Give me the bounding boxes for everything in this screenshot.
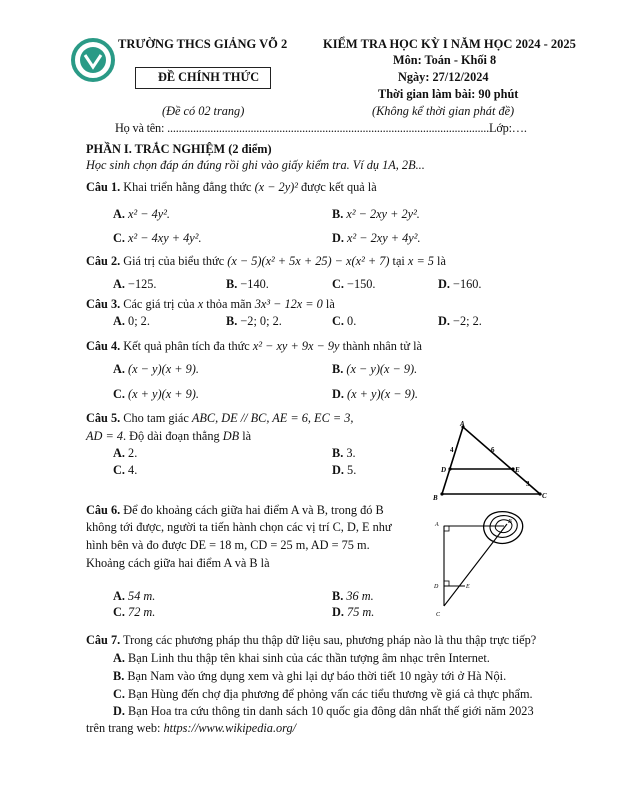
q7-option-d[interactable]: D. Bạn Hoa tra cứu thông tin danh sách 10 quốc gia đông dân nhất thế giới năm 2023 [113,704,534,718]
q1-option-b[interactable]: B. x² − 2xy + 2y². [332,207,420,221]
question-6-line4: Khoảng cách giữa hai điểm A và B là [86,556,270,570]
time-note: (Không kể thời gian phát đề) [372,104,515,118]
q3-option-c[interactable]: C. 0. [332,314,357,328]
fig6-label-a: A [435,522,439,528]
student-name-field: Họ và tên: ................................................................................................................Lớp:…. [115,121,527,135]
fig6-label-d: D [434,584,439,590]
q5-option-b[interactable]: B. 3. [332,446,356,460]
fig5-len-ad: 4 [450,446,454,454]
question-1: Câu 1. Khai triển hằng đẳng thức (x − 2y)² được kết quả là [86,180,377,194]
question-6-line2: không tới được, người ta tiến hành chọn các vị trí C, D, E như [86,520,392,534]
fig6-label-b: B [508,519,512,525]
fig5-label-d: D [441,466,447,474]
section-title: PHẦN I. TRẮC NGHIỆM (2 điểm) [86,142,272,156]
q3-option-d[interactable]: D. −2; 2. [438,314,482,328]
q3-option-a[interactable]: A. 0; 2. [113,314,150,328]
q1-option-d[interactable]: D. x² − 2xy + 4y². [332,231,421,245]
q5-option-a[interactable]: A. 2. [113,446,138,460]
section-instruction: Học sinh chọn đáp án đúng rồi ghi vào giấy kiểm tra. Ví dụ 1A, 2B... [86,158,425,172]
fig6-label-e: E [466,584,470,590]
wikipedia-link[interactable]: https://www.wikipedia.org/ [163,721,297,735]
q6-option-d[interactable]: D. 75 m. [332,605,375,619]
school-logo [70,37,116,83]
q7-option-b[interactable]: B. Bạn Nam vào ứng dụng xem và ghi lại dự báo thời tiết 10 ngày tới ở Hà Nội. [113,669,507,683]
q4-option-c[interactable]: C. (x + y)(x + 9). [113,387,199,401]
duration-label: Thời gian làm bài: 90 phút [378,87,519,101]
question-3: Câu 3. Các giá trị của x thỏa mãn 3x³ − 12x = 0 là [86,297,335,311]
q2-option-a[interactable]: A. −125. [113,277,157,291]
fig6-label-c: C [436,612,441,618]
question-2: Câu 2. Giá trị của biểu thức (x − 5)(x² + 5x + 25) − x(x² + 7) tại x = 5 là [86,254,446,268]
official-label: ĐỀ CHÍNH THỨC [158,70,260,84]
q5-option-d[interactable]: D. 5. [332,463,357,477]
q1-option-a[interactable]: A. x² − 4y². [113,207,171,221]
fig5-label-a: A [460,420,465,428]
subject-label: Môn: Toán - Khối 8 [393,53,497,67]
date-label: Ngày: 27/12/2024 [398,70,489,84]
q2-option-b[interactable]: B. −140. [226,277,269,291]
q7-option-c[interactable]: C. Bạn Hùng đến chợ địa phương để phỏng vấn các tiểu thương về giá cả thực phẩm. [113,687,533,701]
pages-note: (Đề có 02 trang) [162,104,245,118]
q3-option-b[interactable]: B. −2; 0; 2. [226,314,282,328]
school-name: TRƯỜNG THCS GIẢNG VÕ 2 [118,37,288,51]
q6-option-b[interactable]: B. 36 m. [332,589,374,603]
triangle-figure [430,420,550,502]
q2-option-c[interactable]: C. −150. [332,277,376,291]
q6-option-c[interactable]: C. 72 m. [113,605,156,619]
q5-option-c[interactable]: C. 4. [113,463,138,477]
q6-option-a[interactable]: A. 54 m. [113,589,156,603]
question-5-line1: Câu 5. Cho tam giác ABC, DE // BC, AE = 6, EC = 3, [86,411,354,425]
q4-option-d[interactable]: D. (x + y)(x − 9). [332,387,418,401]
fig5-label-e: E [515,466,520,474]
fig5-len-ec: 3 [526,480,530,488]
fig5-label-b: B [433,494,438,502]
question-7: Câu 7. Trong các phương pháp thu thập dữ liệu sau, phương pháp nào là thu thập trực tiếp? [86,633,537,647]
distance-figure [432,508,532,620]
q2-option-d[interactable]: D. −160. [438,277,482,291]
q4-option-b[interactable]: B. (x − y)(x − 9). [332,362,418,376]
question-6-line3: hình bên và đo được DE = 18 m, CD = 25 m, AD = 75 m. [86,538,370,552]
question-6-line1: Câu 6. Để đo khoảng cách giữa hai điểm A và B, trong đó B [86,503,384,517]
fig5-len-ae: 6 [491,446,495,454]
question-4: Câu 4. Kết quả phân tích đa thức x² − xy + 9x − 9y thành nhân tử là [86,339,422,353]
q7-option-a[interactable]: A. Bạn Linh thu thập tên khai sinh của các thần tượng âm nhạc trên Internet. [113,651,490,665]
exam-title: KIỂM TRA HỌC KỲ I NĂM HỌC 2024 - 2025 [323,37,576,51]
question-5-line2: AD = 4. Độ dài đoạn thẳng DB là [86,429,252,443]
q4-option-a[interactable]: A. (x − y)(x + 9). [113,362,199,376]
q1-option-c[interactable]: C. x² − 4xy + 4y². [113,231,202,245]
q7-option-d-continuation: trên trang web: https://www.wikipedia.org/ [86,721,297,735]
fig5-label-c: C [542,492,547,500]
